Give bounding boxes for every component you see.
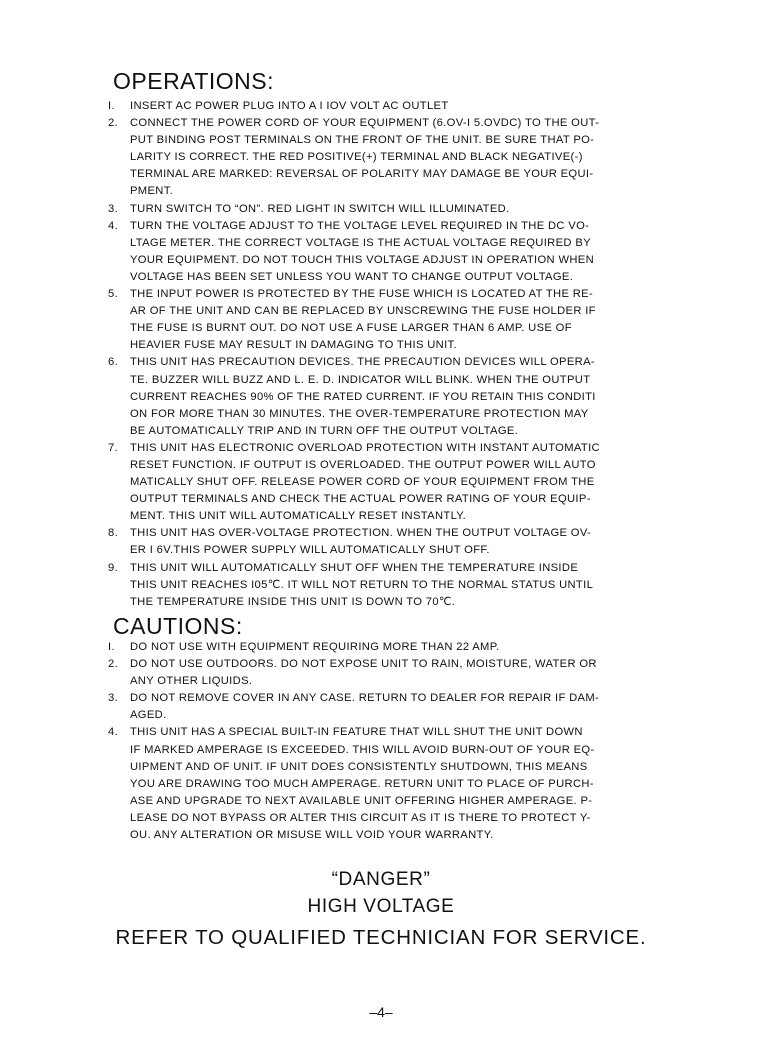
item-number: 3.: [108, 202, 119, 215]
item-text: [108, 218, 718, 286]
cautions-list: [108, 639, 718, 844]
item-number: 2.: [108, 658, 119, 671]
operations-item-4: [108, 218, 718, 286]
item-line: TE. BUZZER WILL BUZZ AND L. E. D. INDICATOR WILL BLINK. WHEN THE OUTPUT: [130, 373, 591, 386]
item-line: TURN THE VOLTAGE ADJUST TO THE VOLTAGE LEVEL REQUIRED IN THE DC VO-: [130, 219, 590, 232]
item-line: VOLTAGE HAS BEEN SET UNLESS YOU WANT TO CHANGE OUTPUT VOLTAGE.: [130, 270, 574, 283]
operations-item-7: [108, 440, 718, 525]
item-text: [108, 354, 718, 439]
operations-item-9: [108, 560, 718, 611]
page-number: –4–: [369, 1004, 393, 1020]
item-line: INSERT AC POWER PLUG INTO A I IOV VOLT AC OUTLET: [130, 100, 449, 112]
operations-item-6: [108, 354, 718, 439]
item-line: IF MARKED AMPERAGE IS EXCEEDED. THIS WILL AVOID BURN-OUT OF YOUR EQ-: [130, 743, 595, 756]
item-line: TURN SWITCH TO “ON”. RED LIGHT IN SWITCH WILL ILLUMINATED.: [130, 202, 510, 215]
item-line: CURRENT REACHES 90% OF THE RATED CURRENT. IF YOU RETAIN THIS CONDITI: [130, 390, 596, 403]
item-line: AR OF THE UNIT AND CAN BE REPLACED BY UNSCREWING THE FUSE HOLDER IF: [130, 305, 596, 318]
item-number: 7.: [108, 441, 119, 454]
item-text: [108, 639, 718, 656]
service-notice: REFER TO QUALIFIED TECHNICIAN FOR SERVICE.: [115, 926, 647, 949]
item-text: [108, 201, 718, 218]
item-line: LARITY IS CORRECT. THE RED POSITIVE(+) TERMINAL AND BLACK NEGATIVE(-): [130, 151, 583, 164]
item-text: [108, 690, 718, 724]
cautions-heading: CAUTIONS:: [113, 613, 243, 639]
item-line: THIS UNIT HAS PRECAUTION DEVICES. THE PRECAUTION DEVICES WILL OPERA-: [130, 356, 595, 369]
item-line: ASE AND UPGRADE TO NEXT AVAILABLE UNIT OFFERING HIGHER AMPERAGE. P-: [130, 794, 593, 807]
item-number: 8.: [108, 527, 119, 540]
item-line: OU. ANY ALTERATION OR MISUSE WILL VOID YOUR WARRANTY.: [130, 829, 494, 842]
item-line: ANY OTHER LIQUIDS.: [130, 675, 253, 688]
item-number: 4.: [108, 219, 119, 232]
item-line: ON FOR MORE THAN 30 MINUTES. THE OVER-TEMPERATURE PROTECTION MAY: [130, 407, 589, 420]
item-number: 2.: [108, 117, 119, 130]
item-line: THE FUSE IS BURNT OUT. DO NOT USE A FUSE LARGER THAN 6 AMP. USE OF: [130, 322, 572, 335]
item-line: THIS UNIT HAS ELECTRONIC OVERLOAD PROTECTION WITH INSTANT AUTOMATIC: [130, 441, 600, 454]
item-line: YOUR EQUIPMENT. DO NOT TOUCH THIS VOLTAGE ADJUST IN OPERATION WHEN: [130, 253, 595, 266]
item-text: [108, 525, 718, 559]
item-number: 9.: [108, 561, 119, 574]
item-line: DO NOT REMOVE COVER IN ANY CASE. RETURN TO DEALER FOR REPAIR IF DAM-: [130, 692, 600, 705]
high-voltage-label: HIGH VOLTAGE: [307, 896, 455, 917]
item-number: I.: [108, 100, 115, 112]
item-line: AGED.: [130, 709, 167, 722]
item-text: [108, 560, 718, 611]
operations-item-2: [108, 115, 718, 200]
item-line: MENT. THIS UNIT WILL AUTOMATICALLY RESET INSTANTLY.: [130, 510, 467, 523]
item-line: RESET FUNCTION. IF OUTPUT IS OVERLOADED. THE OUTPUT POWER WILL AUTO: [130, 458, 596, 471]
item-line: LTAGE METER. THE CORRECT VOLTAGE IS THE ACTUAL VOLTAGE REQUIRED BY: [130, 236, 591, 249]
cautions-item-2: [108, 656, 718, 690]
item-text: [108, 656, 718, 690]
item-line: PMENT.: [130, 185, 174, 198]
item-line: LEASE DO NOT BYPASS OR ALTER THIS CIRCUIT AS IT IS THERE TO PROTECT Y-: [130, 811, 591, 824]
cautions-item-3: [108, 690, 718, 724]
operations-list: [108, 98, 718, 611]
item-line: OUTPUT TERMINALS AND CHECK THE ACTUAL POWER RATING OF YOUR EQUIP-: [130, 493, 591, 506]
item-line: TERMINAL ARE MARKED: REVERSAL OF POLARITY MAY DAMAGE BE YOUR EQUI-: [130, 168, 594, 181]
item-text: [108, 98, 718, 115]
item-number: 5.: [108, 288, 119, 301]
operations-item-8: [108, 525, 718, 559]
item-line: UIPMENT AND OF UNIT. IF UNIT DOES CONSISTENTLY SHUTDOWN, THIS MEANS: [130, 760, 588, 773]
item-number: I.: [108, 641, 115, 653]
item-line: THIS UNIT REACHES I05℃. IT WILL NOT RETURN TO THE NORMAL STATUS UNTIL: [130, 578, 594, 591]
item-line: ER I 6V.THIS POWER SUPPLY WILL AUTOMATICALLY SHUT OFF.: [130, 544, 490, 557]
item-number: 6.: [108, 356, 119, 369]
item-line: CONNECT THE POWER CORD OF YOUR EQUIPMENT (6.OV-I 5.OVDC) TO THE OUT-: [130, 117, 600, 130]
item-line: PUT BINDING POST TERMINALS ON THE FRONT OF THE UNIT. BE SURE THAT PO-: [130, 134, 595, 147]
item-line: MATICALLY SHUT OFF. RELEASE POWER CORD OF YOUR EQUIPMENT FROM THE: [130, 476, 595, 489]
item-line: THIS UNIT HAS A SPECIAL BUILT-IN FEATURE THAT WILL SHUT THE UNIT DOWN: [130, 726, 583, 739]
item-line: HEAVIER FUSE MAY RESULT IN DAMAGING TO THIS UNIT.: [130, 339, 457, 352]
item-line: THE INPUT POWER IS PROTECTED BY THE FUSE WHICH IS LOCATED AT THE RE-: [130, 288, 594, 301]
item-text: [108, 440, 718, 525]
item-number: 4.: [108, 726, 119, 739]
item-text: [108, 724, 718, 844]
item-text: [108, 115, 718, 200]
item-line: THE TEMPERATURE INSIDE THIS UNIT IS DOWN TO 70℃.: [130, 595, 456, 608]
operations-item-5: [108, 286, 718, 354]
item-line: BE AUTOMATICALLY TRIP AND IN TURN OFF THE OUTPUT VOLTAGE.: [130, 424, 519, 437]
operations-heading: OPERATIONS:: [113, 68, 274, 94]
danger-label: “DANGER”: [331, 869, 431, 890]
item-line: THIS UNIT HAS OVER-VOLTAGE PROTECTION. WHEN THE OUTPUT VOLTAGE OV-: [130, 527, 592, 540]
item-line: THIS UNIT WILL AUTOMATICALLY SHUT OFF WHEN THE TEMPERATURE INSIDE: [130, 561, 579, 574]
operations-item-1: [108, 98, 718, 115]
item-number: 3.: [108, 692, 119, 705]
cautions-item-1: [108, 639, 718, 656]
item-line: DO NOT USE OUTDOORS. DO NOT EXPOSE UNIT TO RAIN, MOISTURE, WATER OR: [130, 658, 597, 671]
cautions-item-4: [108, 724, 718, 844]
item-line: YOU ARE DRAWING TOO MUCH AMPERAGE. RETURN UNIT TO PLACE OF PURCH-: [130, 777, 594, 790]
item-text: [108, 286, 718, 354]
item-line: DO NOT USE WITH EQUIPMENT REQUIRING MORE THAN 22 AMP.: [130, 641, 500, 653]
operations-item-3: [108, 201, 718, 218]
